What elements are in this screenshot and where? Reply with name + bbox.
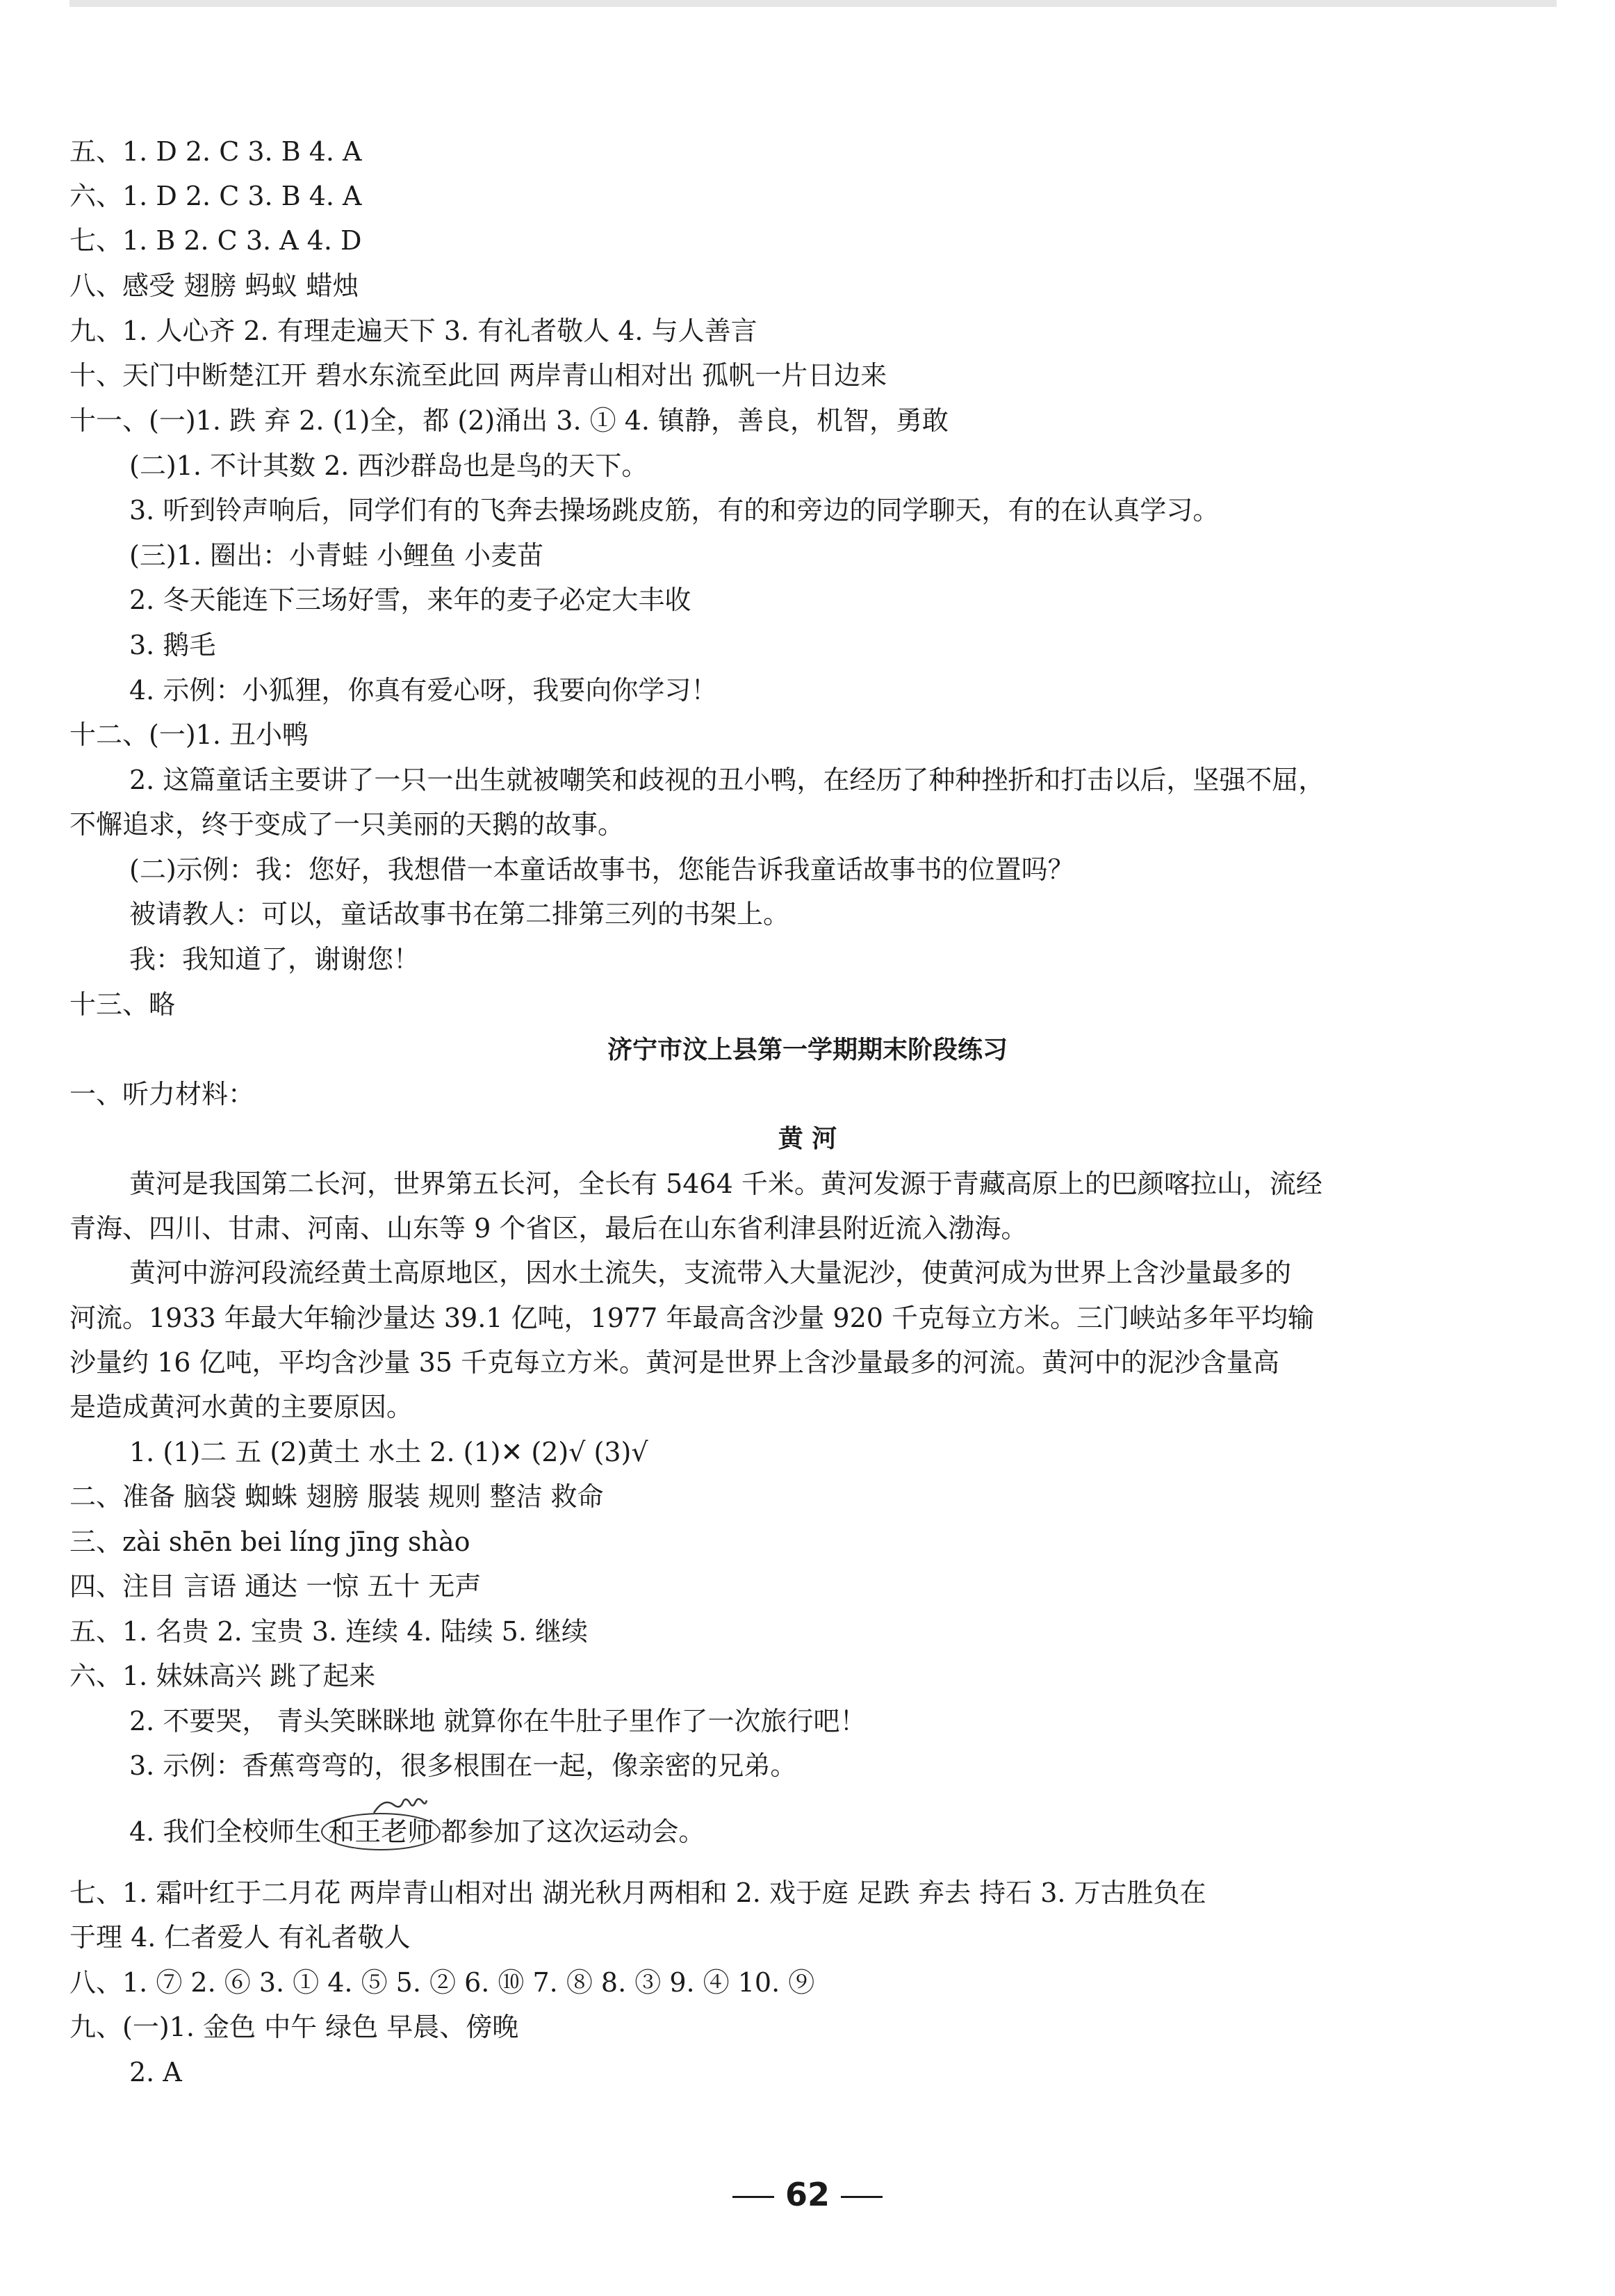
answer-line: 被请教人：可以，童话故事书在第二排第三列的书架上。 bbox=[129, 899, 790, 929]
answer-line: 三、zài shēn bei líng jīng shào bbox=[69, 1526, 470, 1557]
answer-line: 3. 听到铃声响后，同学们有的飞奔去操场跳皮筋，有的和旁边的同学聊天，有的在认真学习。 bbox=[129, 495, 1220, 526]
answer-line: 一、听力材料： bbox=[69, 1079, 255, 1109]
answer-line: 我：我知道了，谢谢您！ bbox=[129, 944, 420, 975]
answer-line: 十一、(一)1. 跌 弃 2. (1)全，都 (2)涌出 3. ① 4. 镇静，善良，机智，勇敢 bbox=[69, 405, 949, 436]
story-text: 河流。1933 年最大年输沙量达 39.1 亿吨，1977 年最高含沙量 920 千克每立方米。三门峡站多年平均输 bbox=[69, 1303, 1315, 1333]
answer-line: 1. (1)二 五 (2)黄土 水土 2. (1)✕ (2)√ (3)√ bbox=[129, 1437, 648, 1467]
answer-line: 3. 鹅毛 bbox=[129, 630, 216, 660]
answer-line: 五、1. D 2. C 3. B 4. A bbox=[69, 136, 362, 167]
answer-line: 十三、略 bbox=[69, 989, 176, 1020]
answer-line-edit-mark bbox=[129, 1813, 705, 1850]
answer-text: 4. 我们全校师生 bbox=[129, 1816, 322, 1847]
story-text: 是造成黄河水黄的主要原因。 bbox=[69, 1392, 413, 1422]
answer-text: 都参加了这次运动会。 bbox=[441, 1816, 705, 1847]
answer-line: 七、1. B 2. C 3. A 4. D bbox=[69, 225, 362, 256]
answer-line: 不懈追求，终于变成了一只美丽的天鹅的故事。 bbox=[69, 809, 625, 840]
story-title: 黄 河 bbox=[778, 1124, 837, 1153]
answer-line: (三)1. 圈出：小青蛙 小鲤鱼 小麦苗 bbox=[129, 540, 544, 571]
page-number-dash bbox=[732, 2196, 774, 2198]
answer-line: 八、1. ⑦ 2. ⑥ 3. ① 4. ⑤ 5. ② 6. ⑩ 7. ⑧ 8. ③ 9. ④ 10. ⑨ bbox=[69, 1967, 815, 1998]
answer-line: 2. 冬天能连下三场好雪，来年的麦子必定大丰收 bbox=[129, 585, 691, 615]
answer-line: 2. 不要哭， 青头笑眯眯地 就算你在牛肚子里作了一次旅行吧！ bbox=[129, 1706, 867, 1736]
answer-line: 六、1. D 2. C 3. B 4. A bbox=[69, 181, 362, 211]
answer-line: 五、1. 名贵 2. 宝贵 3. 连续 4. 陆续 5. 继续 bbox=[69, 1616, 588, 1647]
story-text: 黄河是我国第二长河，世界第五长河，全长有 5464 千米。黄河发源于青藏高原上的巴颜喀拉山，流经 bbox=[129, 1169, 1322, 1199]
story-text: 沙量约 16 亿吨，平均含沙量 35 千克每立方米。黄河是世界上含沙量最多的河流。黄河中的泥沙含量高 bbox=[69, 1347, 1280, 1378]
answer-line: 六、1. 妹妹高兴 跳了起来 bbox=[69, 1661, 376, 1691]
circled-text: 和王老师 bbox=[328, 1816, 434, 1847]
answer-line: 十二、(一)1. 丑小鸭 bbox=[69, 719, 309, 750]
answer-line: 2. A bbox=[129, 2057, 182, 2087]
circled-phrase bbox=[321, 1813, 441, 1850]
section-title: 济宁市汶上县第一学期期末阶段练习 bbox=[607, 1035, 1008, 1064]
story-text: 黄河中游河段流经黄土高原地区，因水土流失，支流带入大量泥沙，使黄河成为世界上含沙量最多的 bbox=[129, 1257, 1292, 1288]
story-text: 青海、四川、甘肃、河南、山东等 9 个省区，最后在山东省利津县附近流入渤海。 bbox=[69, 1213, 1028, 1244]
page-number-text: 62 bbox=[785, 2176, 830, 2213]
answer-line: 4. 示例：小狐狸，你真有爱心呀，我要向你学习！ bbox=[129, 675, 718, 706]
answer-line: 七、1. 霜叶红于二月花 两岸青山相对出 湖光秋月两相和 2. 戏于庭 足跌 弃去 持石 3. 万古胜负在 bbox=[69, 1878, 1206, 1908]
deletion-mark-icon bbox=[372, 1795, 428, 1816]
page-number bbox=[0, 2176, 1615, 2213]
answer-line: 于理 4. 仁者爱人 有礼者敬人 bbox=[69, 1922, 411, 1953]
top-border bbox=[69, 0, 1557, 7]
answer-line: 四、注目 言语 通达 一惊 五十 无声 bbox=[69, 1571, 482, 1602]
page-number-dash bbox=[841, 2196, 883, 2198]
answer-line: 3. 示例：香蕉弯弯的，很多根围在一起，像亲密的兄弟。 bbox=[129, 1750, 797, 1781]
answer-line: 九、(一)1. 金色 中午 绿色 早晨、傍晚 bbox=[69, 2012, 519, 2042]
answer-line: (二)示例：我：您好，我想借一本童话故事书，您能告诉我童话故事书的位置吗？ bbox=[129, 854, 1074, 885]
answer-line: 二、准备 脑袋 蜘蛛 翅膀 服装 规则 整洁 救命 bbox=[69, 1481, 604, 1512]
answer-line: 八、感受 翅膀 蚂蚁 蜡烛 bbox=[69, 270, 359, 301]
answer-line: 十、天门中断楚江开 碧水东流至此回 两岸青山相对出 孤帆一片日边来 bbox=[69, 360, 887, 391]
answer-line: (二)1. 不计其数 2. 西沙群岛也是鸟的天下。 bbox=[129, 450, 648, 481]
answer-line: 2. 这篇童话主要讲了一只一出生就被嘲笑和歧视的丑小鸭，在经历了种种挫折和打击以后，坚强不屈， bbox=[129, 765, 1325, 795]
answer-line: 九、1. 人心齐 2. 有理走遍天下 3. 有礼者敬人 4. 与人善言 bbox=[69, 316, 757, 346]
